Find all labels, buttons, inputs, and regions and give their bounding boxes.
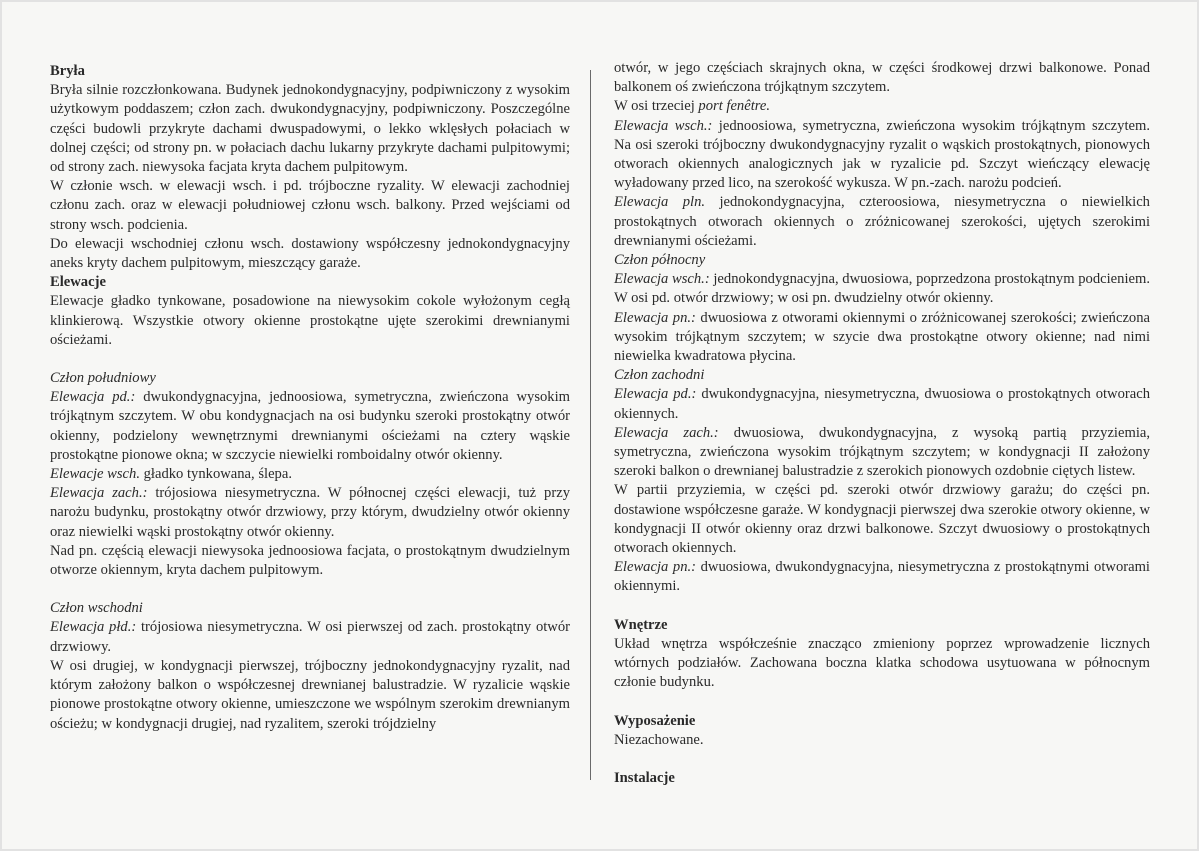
paragraph [614,385,1150,423]
paragraph [50,618,570,656]
elevation-text: dwuosiowa, dwukondygnacyjna, z wysoką partią przyziemia, symetryczna, zwieńczona wysokim trójkątnym szczytem; w kondygnacji II założony szeroki balkon o drewnianej balustradzie z szerokich pionowych ozdobnie ciętych listew. [614,424,1150,480]
paragraph [614,424,1150,482]
subsection-heading-czlon-poludniowy: Człon południowy [50,370,156,387]
paragraph [50,484,570,542]
paragraph [614,309,1150,367]
paragraph [614,117,1150,194]
paragraph: Do elewacji wschodniej członu wsch. dostawiony współczesny jednokondygnacyjny aneks kryty dachem pulpitowym, mieszczący garaże. [50,235,570,272]
subsection-heading-czlon-zachodni: Człon zachodni [614,367,705,384]
section-heading-bryla: Bryła [50,63,85,79]
section-heading-elewacje: Elewacje [50,274,106,291]
text: W osi trzeciej [614,98,699,115]
italic-term: port fenêtre. [698,98,771,115]
elevation-label: Elewacja zach.: [50,485,148,502]
paragraph [614,558,1150,596]
section-heading-wnetrze: Wnętrze [614,616,668,633]
paragraph: Niezachowane. [614,731,704,748]
subsection-heading-czlon-polnocny: Człon północny [614,252,706,269]
paragraph [50,388,570,465]
paragraph: Układ wnętrza współcześnie znacząco zmieniony poprzez wprowadzenie licznych wtórnych podziałów. Zachowana boczna klatka schodowa usytuowana w północnym członie budynku. [614,635,1150,691]
paragraph: Bryła silnie rozczłonkowana. Budynek jednokondygnacyjny, podpiwniczony z wysokim użytkowym poddaszem; człon zach. dwukondygnacyjny, podpiwniczony. Poszczególne części budowli przykryte dachami dwuspadowymi, o lekko wklęsłych połaciach w dolnej części; od strony pn. w połaciach dachu lukarny przykryte dachami pulpitowymi; od strony zach. niewysoka facjata kryta dachem pulpitowym. [50,82,570,176]
elevation-label: Elewacja pln. [614,194,706,211]
elevation-text: jednoosiowa, symetryczna, zwieńczona wysokim trójkątnym szczytem. Na osi szeroki trójboczny dwukondygnacyjny ryzalit o wąskich prostokątnych, pionowych otworach okiennych analogicznych jak w ryzalicie pd. Szczyt wieńczący elewację wyładowany przed lico, na szerokość wykusza. W pn.-zach. narożu podcień. [614,117,1150,192]
elevation-text: jednokondygnacyjna, czteroosiowa, niesymetryczna o niewielkich prostokątnych otworach okiennych o zróżnicowanej szerokości, ujętych szerokimi drewnianymi ościeżami. [614,194,1150,249]
paragraph: W osi drugiej, w kondygnacji pierwszej, trójboczny jednokondygnacyjny ryzalit, nad którym założony balkon o współczesnej drewnianej balustradzie. W ryzalicie wąskie pionowe prostokątne otwory okienne, umieszczone we wspólnym szerokim drewnianym ościeżu; w kondygnacji drugiej, nad ryzalitem, szeroki trójdzielny [50,657,570,732]
paragraph [50,465,570,484]
elevation-text: jednokondygnacyjna, dwuosiowa, poprzedzona prostokątnym podcieniem. W osi pd. otwór drzwiowy; w osi pn. dwudzielny otwór okienny. [614,271,1150,307]
elevation-label: Elewacja płd.: [50,619,137,636]
elevation-label: Elewacja wsch.: [614,271,710,288]
elevation-text: dwukondygnacyjna, niesymetryczna, dwuosiowa o prostokątnych otworach okiennych. [614,386,1151,422]
elevation-label: Elewacja pn.: [614,309,696,326]
paragraph [614,193,1150,251]
elevation-text: dwukondygnacyjna, jednoosiowa, symetryczna, zwieńczona wysokim trójkątnym szczytem. W obu kondygnacjach na osi budynku szeroki prostokątny otwór okienny, podzielony wewnętrznymi drewnianymi ościeżami na cztery wąskie prostokątne pionowe okna; w szczycie niewielki romboidalny otwór okienny. [50,389,570,463]
elevation-text: dwuosiowa z otworami okiennymi o zróżnicowanej szerokości; zwieńczona wysokim trójkątnym szczytem; w szycie dwa prostokątne otwory okienne; nad nimi niewielka kwadratowa płycina. [614,309,1150,365]
right-column [614,59,1150,788]
section-heading-wyposazenie: Wyposażenie [614,712,696,729]
elevation-text: trójosiowa niesymetryczna. W północnej części elewacji, tuż przy narożu budynku, prostokątny otwór drzwiowy, przy którym, dwudzielny otwór okienny oraz niewielki wąski prostokątny otwór okienny. [50,485,570,540]
elevation-text: gładko tynkowana, ślepa. [139,466,292,483]
elevation-label: Elewacja pd.: [50,389,136,406]
elevation-label: Elewacja pn.: [614,559,697,576]
elevation-label: Elewacja wsch.: [614,117,713,134]
elevation-text: dwuosiowa, dwukondygnacyjna, niesymetryczna z prostokątnymi otworami okiennymi. [614,559,1150,595]
elevation-label: Elewacja pd.: [614,386,697,403]
section-heading-instalacje: Instalacje [614,769,675,786]
paragraph: otwór, w jego częściach skrajnych okna, w części środkowej drzwi balkonowe. Ponad balkonem oś zwieńczona trójkątnym szczytem. [614,60,1150,96]
subsection-heading-czlon-wschodni: Człon wschodni [50,600,143,617]
elevation-text: trójosiowa niesymetryczna. W osi pierwszej od zach. prostokątny otwór drzwiowy. [50,619,570,655]
elevation-label: Elewacje wsch. [50,466,140,483]
elevation-label: Elewacja zach.: [614,424,719,441]
paragraph: Nad pn. częścią elewacji niewysoka jednoosiowa facjata, o prostokątnym dwudzielnym otworze okiennym, kryta dachem pulpitowym. [50,542,570,579]
document-page [2,2,1197,849]
paragraph: Elewacje gładko tynkowane, posadowione na niewysokim cokole wyłożonym cegłą klinkierową. Wszystkie otwory okienne prostokątne ujęte szerokimi drewnianymi ościeżami. [50,293,570,348]
left-column [50,62,570,734]
paragraph: W członie wsch. w elewacji wsch. i pd. trójboczne ryzality. W elewacji zachodniej członu zach. oraz w elewacji południowej członu wsch. balkony. Przed wejściami od strony wsch. podcienia. [50,178,570,233]
paragraph [614,97,1150,116]
column-divider [590,70,591,780]
paragraph [614,270,1150,308]
paragraph: W partii przyziemia, w części pd. szeroki otwór drzwiowy garażu; do części pn. dostawione współczesne garaże. W kondygnacji pierwszej dwa szerokie otwory okienne, w kondygnacji II otwór okienny oraz drzwi balkonowe. Szczyt dwuosiowy o prostokątnych otworach okiennych. [614,482,1150,557]
